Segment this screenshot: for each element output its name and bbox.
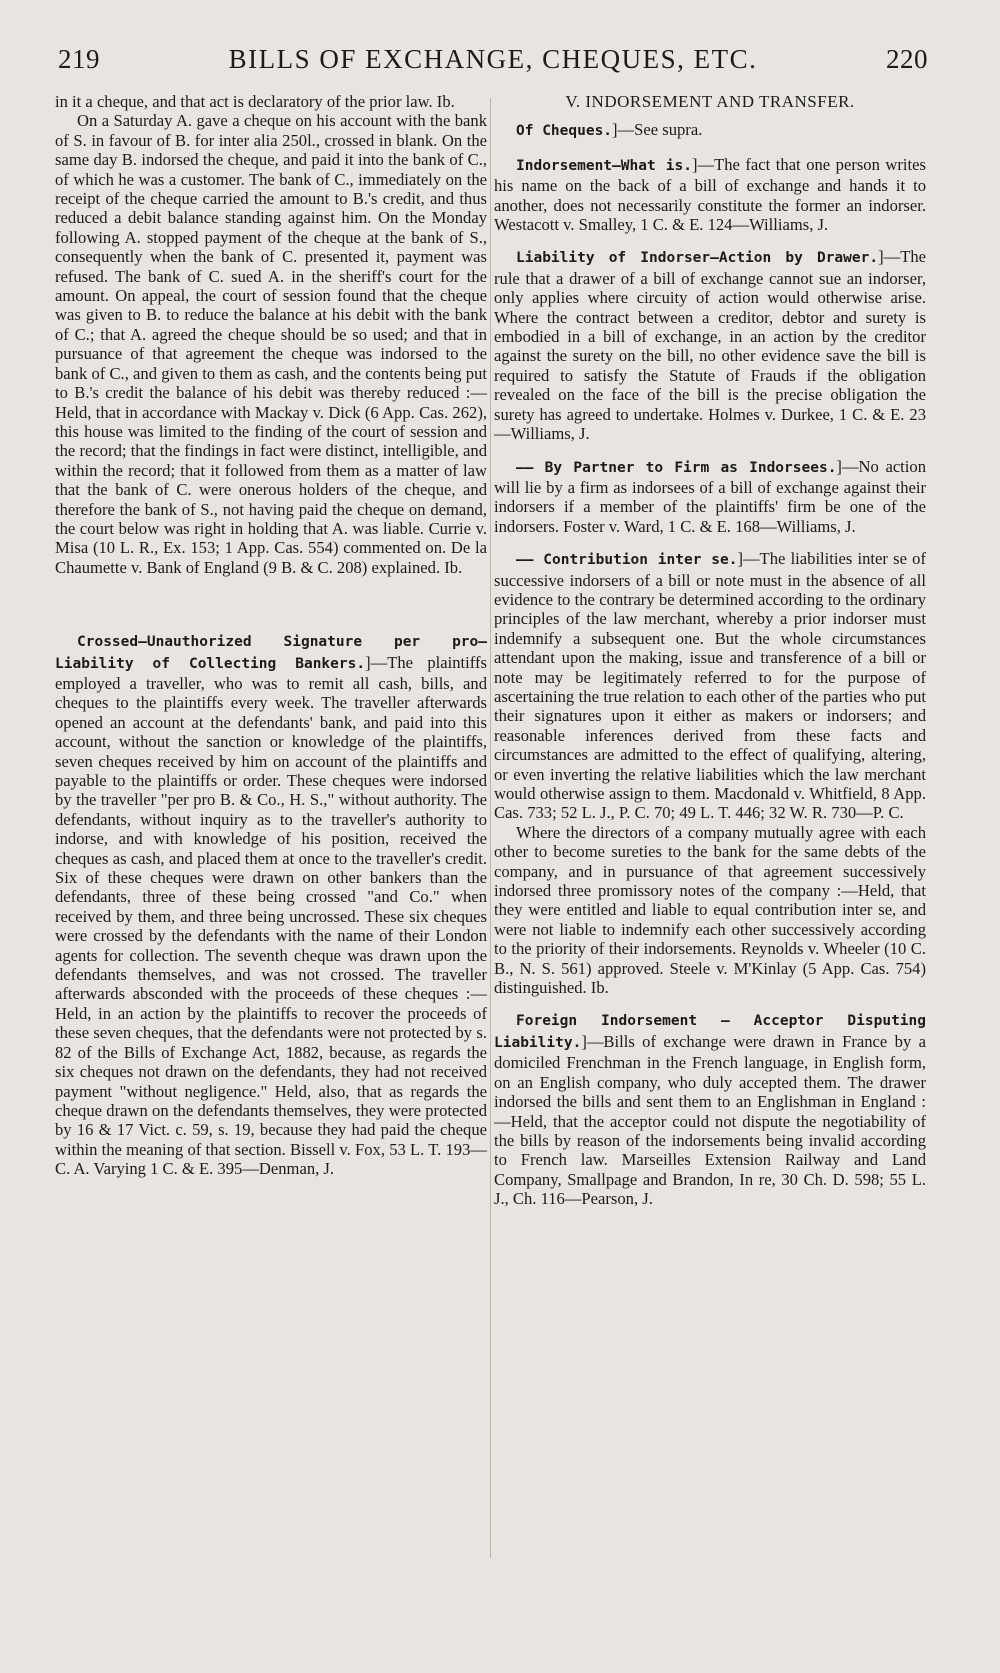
entry-crossed-unauthorized-signature (55, 631, 487, 1178)
entry-text: ]—No action will lie by a firm as indorsees of a bill of exchange against their indorsers if a member of the plaintiffs' firm be one of the indorsers. Foster v. Ward, 1 C. & E. 168—Williams, J. (494, 456, 926, 536)
right-column (494, 92, 926, 1209)
left-column (55, 92, 487, 1179)
entry-text: ]—The fact that one person writes his name on the back of a bill of exchange and hands it to another, does not necessarily constitute the former an indorser. Westacott v. Smalley, 1 C. & E. 124—Williams, J. (494, 154, 926, 235)
page-number-left: 219 (58, 44, 100, 74)
entry-heading: Crossed—Unauthorized Signature per pro—Liability of Collecting Bankers. (55, 634, 487, 672)
entry-heading: Liability of Indorser—Action by Drawer. (516, 250, 879, 267)
section-title: V. INDORSEMENT AND TRANSFER. (565, 92, 855, 111)
entry-heading: Of Cheques. (516, 123, 613, 140)
entry-indorsement-what-is (494, 155, 926, 235)
entry-text: ]—See supra. (612, 120, 703, 140)
entry-by-partner-to-firm (494, 457, 926, 537)
entry-heading: Foreign Indorsement — Acceptor Disputing Liability. (494, 1013, 926, 1051)
entry-text: ]—The rule that a drawer of a bill of exchange cannot sue an indorser, only applies where circuity of action would otherwise arise. Where the contract between a creditor, debtor and surety is embodied in a bill of exchange, in an action by the creditor against the surety on the bill, no other evidence save the bill is required to satisfy the Statute of Frauds if the obligation revealed on the face of the bill is the precise obligation the surety has agreed to undertake. Holmes v. Durkee, 1 C. & E. 23—Williams, J. (494, 247, 926, 444)
running-title: BILLS OF EXCHANGE, CHEQUES, ETC. (228, 44, 758, 74)
running-head (58, 44, 928, 84)
entry-heading: —— By Partner to Firm as Indorsees. (516, 459, 837, 476)
page-number-right: 220 (886, 44, 928, 74)
entry-foreign-indorsement (494, 1010, 926, 1208)
entry-liability-of-indorser (494, 247, 926, 443)
column-divider (490, 98, 491, 1558)
paragraph: in it a cheque, and that act is declaratory of the prior law. Ib. (55, 92, 455, 111)
entry-contribution-inter-se (494, 549, 926, 823)
entry-of-cheques (494, 120, 926, 141)
paragraph: Where the directors of a company mutually agree with each other to become sureties to the bank for the same debts of the company, and in pursuance of that agreement successively indorsed three promissory notes of the company :—Held, that they were entitled and liable to equal contribution inter se, and were not liable to indemnify each other successively according to the priority of their indorsements. Reynolds v. Wheeler (10 C. B., N. S. 561) approved. Steele v. M'Kinlay (5 App. Cas. 754) distinguished. Ib. (494, 822, 926, 998)
paragraph: On a Saturday A. gave a cheque on his account with the bank of S. in favour of B. for inter alia 250l., crossed in blank. On the same day B. indorsed the cheque, and paid it into the bank of C., of which he was a customer. The bank of C., immediately on the receipt of the cheque carried the amount to B.'s credit, and thus reduced a debit balance standing against him. On the Monday following A. stopped payment of the cheque at the bank of S., consequently when the bank of C. presented it, payment was refused. The bank of C. sued A. in the sheriff's court for the amount. On appeal, the court of session found that the cheque was given to B. to reduce the balance at his debit with the bank of C.; that A. agreed the cheque should be so used; and that in pursuance of that agreement the cheque was indorsed to the bank of C., and given to them as cash, and the contents being put to B.'s credit the balance of his debit was thereby reduced :—Held, that in accordance with Mackay v. Dick (6 App. Cas. 262), this house was limited to the finding of the court of session and the record; that the findings in fact were distinct, intelligible, and within the record; that it followed from them as a matter of law that the bank of C. were onerous holders of the cheque, and therefore the bank of S., not having paid the cheque on demand, the court below was right in holding that A. was liable. Currie v. Misa (10 L. R., Ex. 153; 1 App. Cas. 554) commented on. De la Chaumette v. Bank of England (9 B. & C. 208) explained. Ib. (55, 111, 487, 577)
entry-text: ]—The plaintiffs employed a traveller, who was to remit all cash, bills, and cheques to the plaintiffs every week. The traveller afterwards opened an account at the defendants' bank, and paid into this account, without the sanction or knowledge of the plaintiffs, seven cheques received by him on account of the plaintiffs and payable to the plaintiffs or order. These cheques were indorsed by the traveller "per pro B. & Co., H. S.," without authority. The defendants, without inquiry as to the traveller's authority to indorse, and with knowledge of his position, received the cheques as cash, and placed them at once to the traveller's credit. Six of these cheques were drawn on other bankers than the defendants, three of these being crossed "and Co." when received by them, and three being uncrossed. These six cheques were crossed by the defendants with the name of their London agents for collection. The seventh cheque was drawn upon the defendants themselves, and was not crossed. The traveller afterwards absconded with the proceeds of these cheques :—Held, in an action by the plaintiffs to recover the proceeds of these seven cheques, that the defendants were not protected by s. 82 of the Bills of Exchange Act, 1882, because, as regards the six cheques not drawn on the defendants, they had not received payment "without negligence." Held, also, that as regards the cheque drawn on the defendants themselves, they were protected by 16 & 17 Vict. c. 59, s. 19, because they had paid the cheque within the meaning of that section. Bissell v. Fox, 53 L. T. 193—C. A. Varying 1 C. & E. 395—Denman, J. (55, 652, 487, 1179)
entry-heading: —— Contribution inter se. (516, 552, 738, 569)
entry-text: ]—Bills of exchange were drawn in France by a domiciled Frenchman in the French language, in English form, on an English company, who duly accepted them. The drawer indorsed the bills and sent them to an Englishman in England :—Held, that the acceptor could not dispute the negotiability of the bills by reason of the indorsements being invalid according to French law. Marseilles Extension Railway and Land Company, Smallpage and Brandon, In re, 30 Ch. D. 598; 55 L. J., Ch. 116—Pearson, J. (494, 1031, 926, 1209)
entry-text: ]—The liabilities inter se of successive indorsers of a bill or note must in the absence of all evidence to the contrary be determined according to the ordinary principles of the law merchant, whereby a prior indorser must indemnify a subsequent one. But the whole circumstances attendant upon the making, issue and transference of a bill or note may be legitimately referred to for the purpose of ascertaining the true relation to each other of the parties who put their signatures upon it either as makers or indorsers; and reasonable inferences derived from these facts and circumstances are admitted to the effect of qualifying, altering, or even inverting the relative liabilities which the law merchant would otherwise assign to them. Macdonald v. Whitfield, 8 App. Cas. 733; 52 L. J., P. C. 70; 49 L. T. 446; 32 W. R. 730—P. C. (494, 549, 927, 823)
entry-heading: Indorsement—What is. (516, 157, 692, 174)
